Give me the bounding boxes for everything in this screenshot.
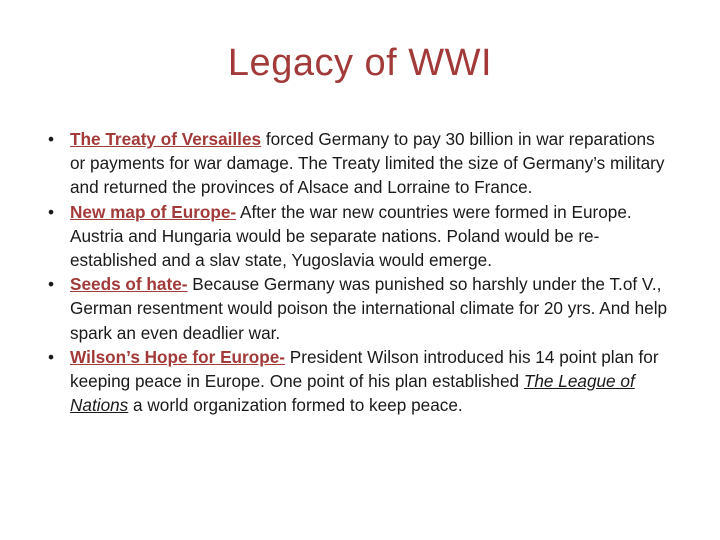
bullet-text: Because Germany was punished so harshly under the T.of V., German resentment would poison the international climate for 20 yrs. And help spark an even deadlier war.: [70, 274, 668, 343]
bullet-text: After the war new countries were formed in Europe. Austria and Hungaria would be separate nations. Poland would be re-established and a slav state, Yugoslavia would emerge.: [70, 201, 632, 271]
bullet-item-seeds-of-hate: [48, 272, 668, 345]
bullet-icon: •: [48, 274, 55, 295]
bullet-icon: •: [48, 201, 55, 222]
slide-title: Legacy of WWI: [227, 42, 493, 84]
bullet-list: [48, 127, 668, 417]
bullet-term: New map of Europe-: [70, 201, 237, 222]
bullet-icon: •: [48, 346, 55, 367]
league-of-nations-emphasis: The League of Nations: [70, 371, 635, 416]
bullet-item-new-map: [48, 200, 668, 273]
bullet-icon: •: [48, 129, 55, 149]
bullet-item-versailles: [48, 127, 668, 200]
bullet-term: Seeds of hate-: [70, 274, 188, 295]
bullet-item-wilsons-hope: [48, 345, 668, 418]
bullet-text: forced Germany to pay 30 billion in war reparations or payments for war damage. The Treaty limited the size of Germany’s military and returned the provinces of Alsace and Lorraine to France.: [70, 129, 665, 198]
bullet-text-after: a world organization formed to keep peace.: [128, 395, 463, 416]
bullet-term: Wilson’s Hope for Europe-: [70, 346, 286, 367]
bullet-term: The Treaty of Versailles: [70, 129, 262, 149]
bullet-text: President Wilson introduced his 14 point plan for keeping peace in Europe. One point of his plan established: [70, 346, 659, 392]
